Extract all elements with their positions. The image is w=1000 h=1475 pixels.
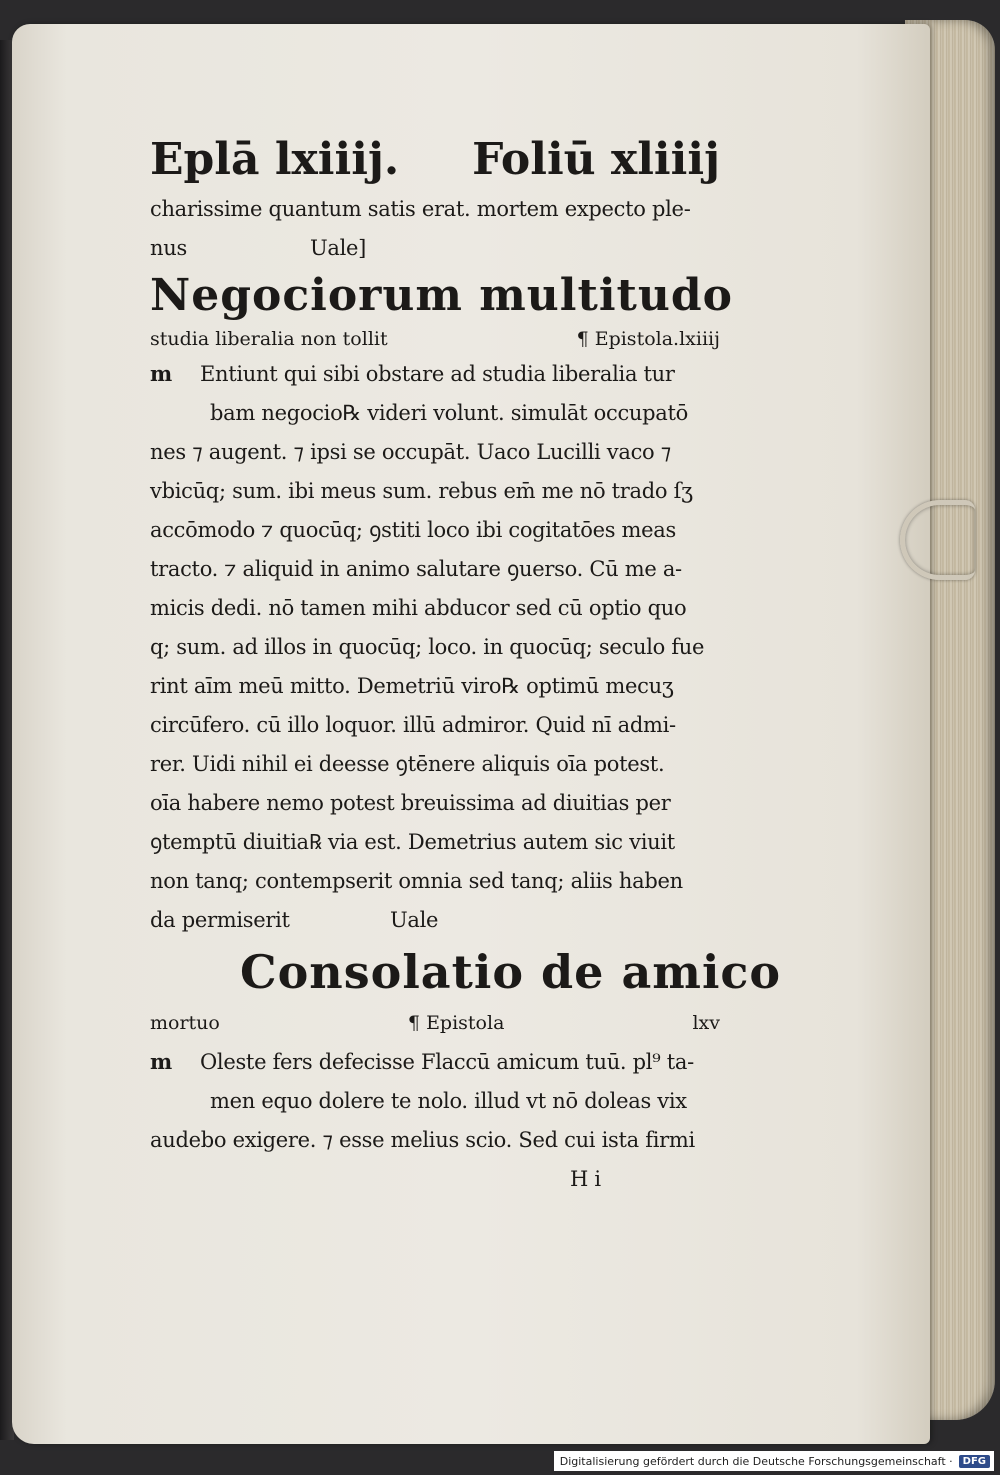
text-line: da permiserit Uale [150, 901, 720, 940]
pilcrow-icon: ¶ Epistola.lxiiij [576, 328, 720, 350]
footer-text: Digitalisierung gefördert durch die Deutsche Forschungsgemeinschaft · [559, 1454, 953, 1468]
vale-2: Uale [390, 908, 439, 932]
text-line: accōmodo ⁊ quocūq; ꝯstiti loco ibi cogitatōes meas [150, 518, 676, 542]
dropcap: m [150, 361, 172, 386]
text-line: vbicūq; sum. ibi meus sum. rebus em̄ me nō trado ſʒ [150, 479, 693, 503]
running-header [150, 130, 720, 190]
text-line: oīa habere nemo potest breuissima ad diuitias per [150, 791, 671, 815]
pilcrow-icon: ¶ Epistola [407, 1012, 505, 1034]
text-line: rer. Uidi nihil ei deesse ꝯtēnere aliquis oīa potest. [150, 752, 665, 776]
signature-mark: H i [570, 1167, 601, 1191]
text-line: q; sum. ad illos in quocūq; loco. in quocūq; seculo fue [150, 635, 705, 659]
section-2-title: Consolatio de amico [240, 945, 782, 999]
text-line: ꝯtemptū diuitia℞ via est. Demetrius autem sic viuit [150, 830, 675, 854]
header-left: Eplā lxiiij. [150, 134, 400, 185]
text-line: m Entiunt qui sibi obstare ad studia liberalia tur [150, 354, 720, 394]
text-line: audebo exigere. ⁊ esse melius scio. Sed cui ista firmi [150, 1128, 695, 1152]
text-line: circūfero. cū illo loquor. illū admiror. Quid nī admi- [150, 713, 676, 737]
dfg-logo-icon: DFG [959, 1455, 990, 1468]
text-line: nes ⁊ augent. ⁊ ipsi se occupāt. Uaco Lucilli vaco ⁊ [150, 440, 671, 464]
printed-text [150, 130, 782, 1199]
section-1-title: Negociorum multitudo [150, 270, 733, 321]
text-line: m Oleste fers defecisse Flaccū amicum tuū. pl⁹ ta- [150, 1042, 720, 1082]
text-line: nus Uale] [150, 229, 720, 268]
book-clasp [900, 500, 975, 580]
text-line: men equo dolere te nolo. illud vt nō doleas vix [210, 1089, 687, 1113]
section-1-subtitle: studia liberalia non tollit ¶ Epistola.lxiiij [150, 324, 720, 354]
vale-1: Uale] [310, 236, 367, 260]
text-line: tracto. ⁊ aliquid in animo salutare ꝯuerso. Cū me a- [150, 557, 682, 581]
text-line: micis dedi. nō tamen mihi abducor sed cū optio quo [150, 596, 687, 620]
text-line: rint aīm meū mitto. Demetriū viro℞ optimū mecuʒ [150, 674, 674, 698]
text-line: bam negocio℞ videri volunt. simulāt occupatō [210, 401, 688, 425]
dropcap: m [150, 1049, 172, 1074]
header-right: Foliū xliiij [472, 134, 720, 185]
text-line: charissime quantum satis erat. mortem expecto ple- [150, 197, 691, 221]
section-2-subtitle: mortuo ¶ Epistola lxv [150, 1004, 720, 1042]
dfg-footer [554, 1451, 994, 1471]
text-line: non tanq; contempserit omnia sed tanq; aliis haben [150, 869, 683, 893]
